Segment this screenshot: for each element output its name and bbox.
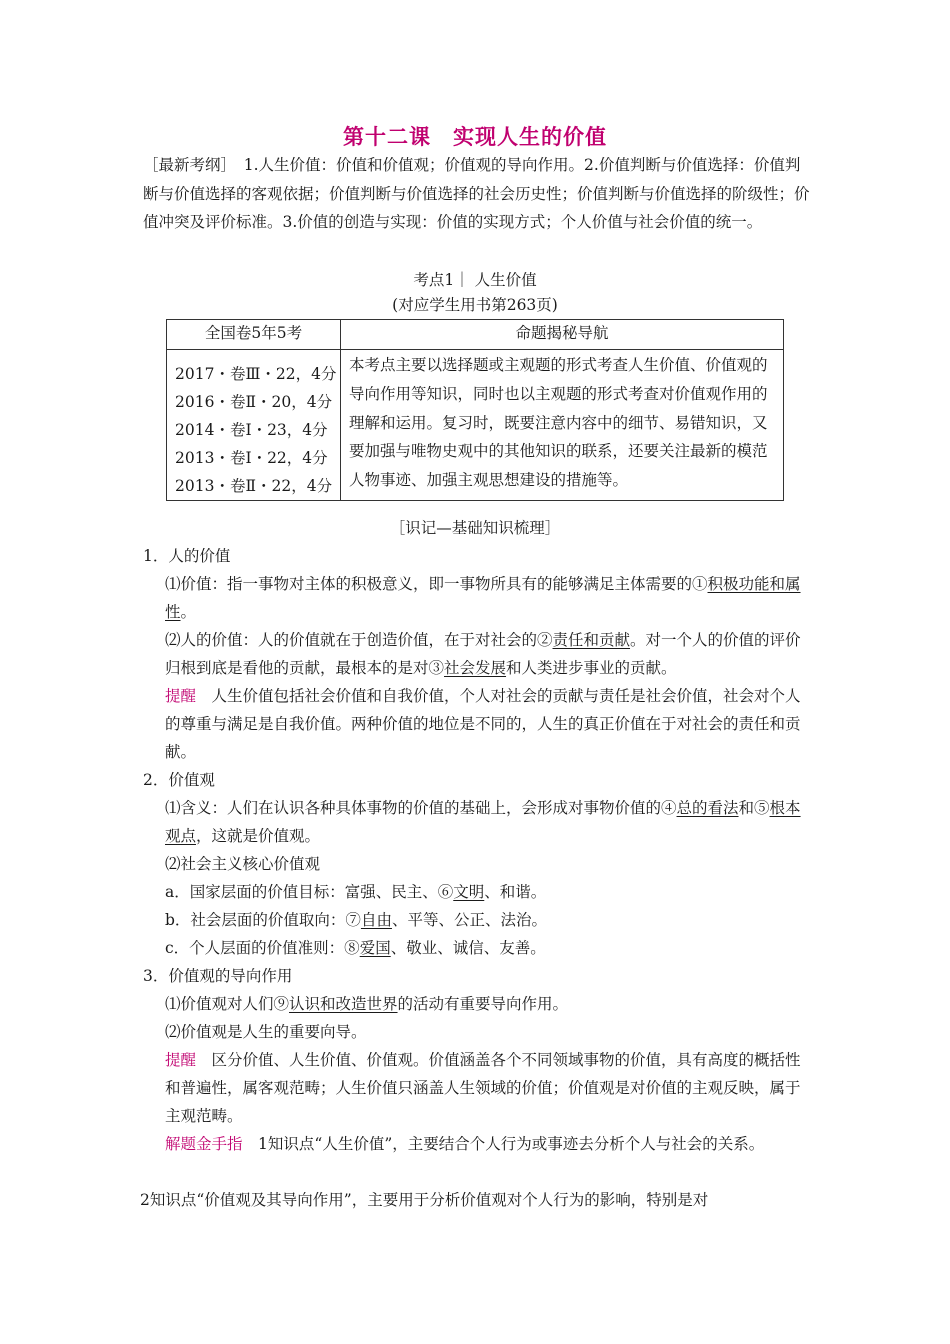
blank-answer-4: 总的看法 bbox=[676, 799, 739, 817]
social-values: b．社会层面的价值取向：⑦自由、平等、公正、法治。 bbox=[165, 911, 547, 929]
solving-tip-2: 2知识点“价值观及其导向作用”，主要用于分析价值观对个人行为的影响，特别是对 bbox=[140, 1191, 709, 1209]
exam-year-item: 2016・卷Ⅱ・20，4分 bbox=[175, 393, 333, 411]
blank-answer-2: 责任和贡献 bbox=[552, 631, 631, 649]
section-2-heading: 2．价值观 bbox=[143, 771, 215, 789]
table-row bbox=[167, 350, 784, 501]
exam-year-item: 2017・卷Ⅲ・22，4分 bbox=[175, 365, 337, 383]
human-value-paragraph: ⑵人的价值：人的价值就在于创造价值，在于对社会的②责任和贡献。对一个人的价值的评价归根到底是看他的贡献，最根本的是对③社会发展和人类进步事业的贡献。 bbox=[165, 631, 801, 677]
value-definition: ⑴价值：指一事物对主体的积极意义，即一事物所具有的能够满足主体需要的①积极功能和属性。 bbox=[165, 575, 801, 621]
blank-answer-5: 根本观点 bbox=[165, 799, 801, 845]
table-header-row bbox=[167, 320, 784, 350]
solving-tip-1: 解题金手指 1知识点“人生价值”，主要结合个人行为或事迹去分析个人与社会的关系。 bbox=[165, 1135, 765, 1153]
blank-answer-7: 自由 bbox=[360, 911, 392, 929]
blank-answer-3: 社会发展 bbox=[444, 659, 507, 677]
table-header-guide: 命题揭秘导航 bbox=[341, 320, 784, 350]
tip-paragraph-2: 提醒 区分价值、人生价值、价值观。价值涵盖各个不同领域事物的价值，具有高度的概括性和普遍性，属客观范畴；人生价值只涵盖人生领域的价值；价值观是对价值的主观反映，属于主观范畴。 bbox=[165, 1051, 801, 1125]
personal-values: c．个人层面的价值准则：⑧爱国、敬业、诚信、友善。 bbox=[165, 939, 546, 957]
section-reference: (对应学生用书第263页) bbox=[392, 296, 558, 314]
years-cell bbox=[167, 350, 341, 501]
blank-answer-8: 爱国 bbox=[359, 939, 391, 957]
tip-label: 提醒 bbox=[165, 687, 197, 705]
blank-answer-6: 文明 bbox=[453, 883, 485, 901]
values-definition: ⑴含义：人们在认识各种具体事物的价值的基础上，会形成对事物价值的④总的看法和⑤根本观点，这就是价值观。 bbox=[165, 799, 801, 845]
guidance-role-1: ⑴价值观对人们⑨认识和改造世界的活动有重要导向作用。 bbox=[165, 995, 569, 1013]
exam-year-item: 2014・卷Ⅰ・23，4分 bbox=[175, 421, 328, 439]
syllabus-paragraph: ［最新考纲］ 1.人生价值：价值和价值观；价值观的导向作用。2.价值判断与价值选择：价值判断与价值选择的客观依据；价值判断与价值选择的社会历史性；价值判断与价值选择的阶级性；价值冲突及评价标准。3.价值的创造与实现：价值的实现方式；个人价值与社会价值的统一。 bbox=[143, 156, 810, 231]
blank-answer-1: 积极功能和属性 bbox=[165, 575, 801, 621]
national-values: a．国家层面的价值目标：富强、民主、⑥文明、和谐。 bbox=[165, 883, 547, 901]
guidance-role-2: ⑵价值观是人生的重要向导。 bbox=[165, 1023, 367, 1041]
knowledge-heading: ［识记—基础知识梳理］ bbox=[389, 519, 561, 537]
section-3-heading: 3．价值观的导向作用 bbox=[143, 967, 293, 985]
blank-answer-9: 认识和改造世界 bbox=[289, 995, 398, 1013]
exam-year-item: 2013・卷Ⅱ・22，4分 bbox=[175, 477, 333, 495]
table-header-years: 全国卷5年5考 bbox=[167, 320, 341, 350]
tip-paragraph-1: 提醒 人生价值包括社会价值和自我价值，个人对社会的贡献与责任是社会价值，社会对个人的尊重与满足是自我价值。两种价值的地位是不同的，人生的真正价值在于对社会的责任和贡献。 bbox=[165, 687, 801, 761]
core-values-heading: ⑵社会主义核心价值观 bbox=[165, 855, 321, 873]
solving-tips-label: 解题金手指 bbox=[165, 1135, 243, 1153]
tip-label: 提醒 bbox=[165, 1051, 197, 1069]
exam-table bbox=[166, 319, 784, 501]
exam-year-item: 2013・卷Ⅰ・22，4分 bbox=[175, 449, 328, 467]
section-title: 考点1｜ 人生价值 bbox=[413, 271, 537, 289]
section-1-heading: 1．人的价值 bbox=[143, 547, 231, 565]
guide-description: 本考点主要以选择题或主观题的形式考查人生价值、价值观的导向作用等知识，同时也以主观题的形式考查对价值观作用的理解和运用。复习时，既要注意内容中的细节、易错知识，又要加强与唯物史观中的其他知识的联系，还要关注最新的模范人物事迹、加强主观思想建设的措施等。 bbox=[341, 350, 784, 501]
lesson-title: 第十二课 实现人生的价值 bbox=[343, 124, 607, 149]
